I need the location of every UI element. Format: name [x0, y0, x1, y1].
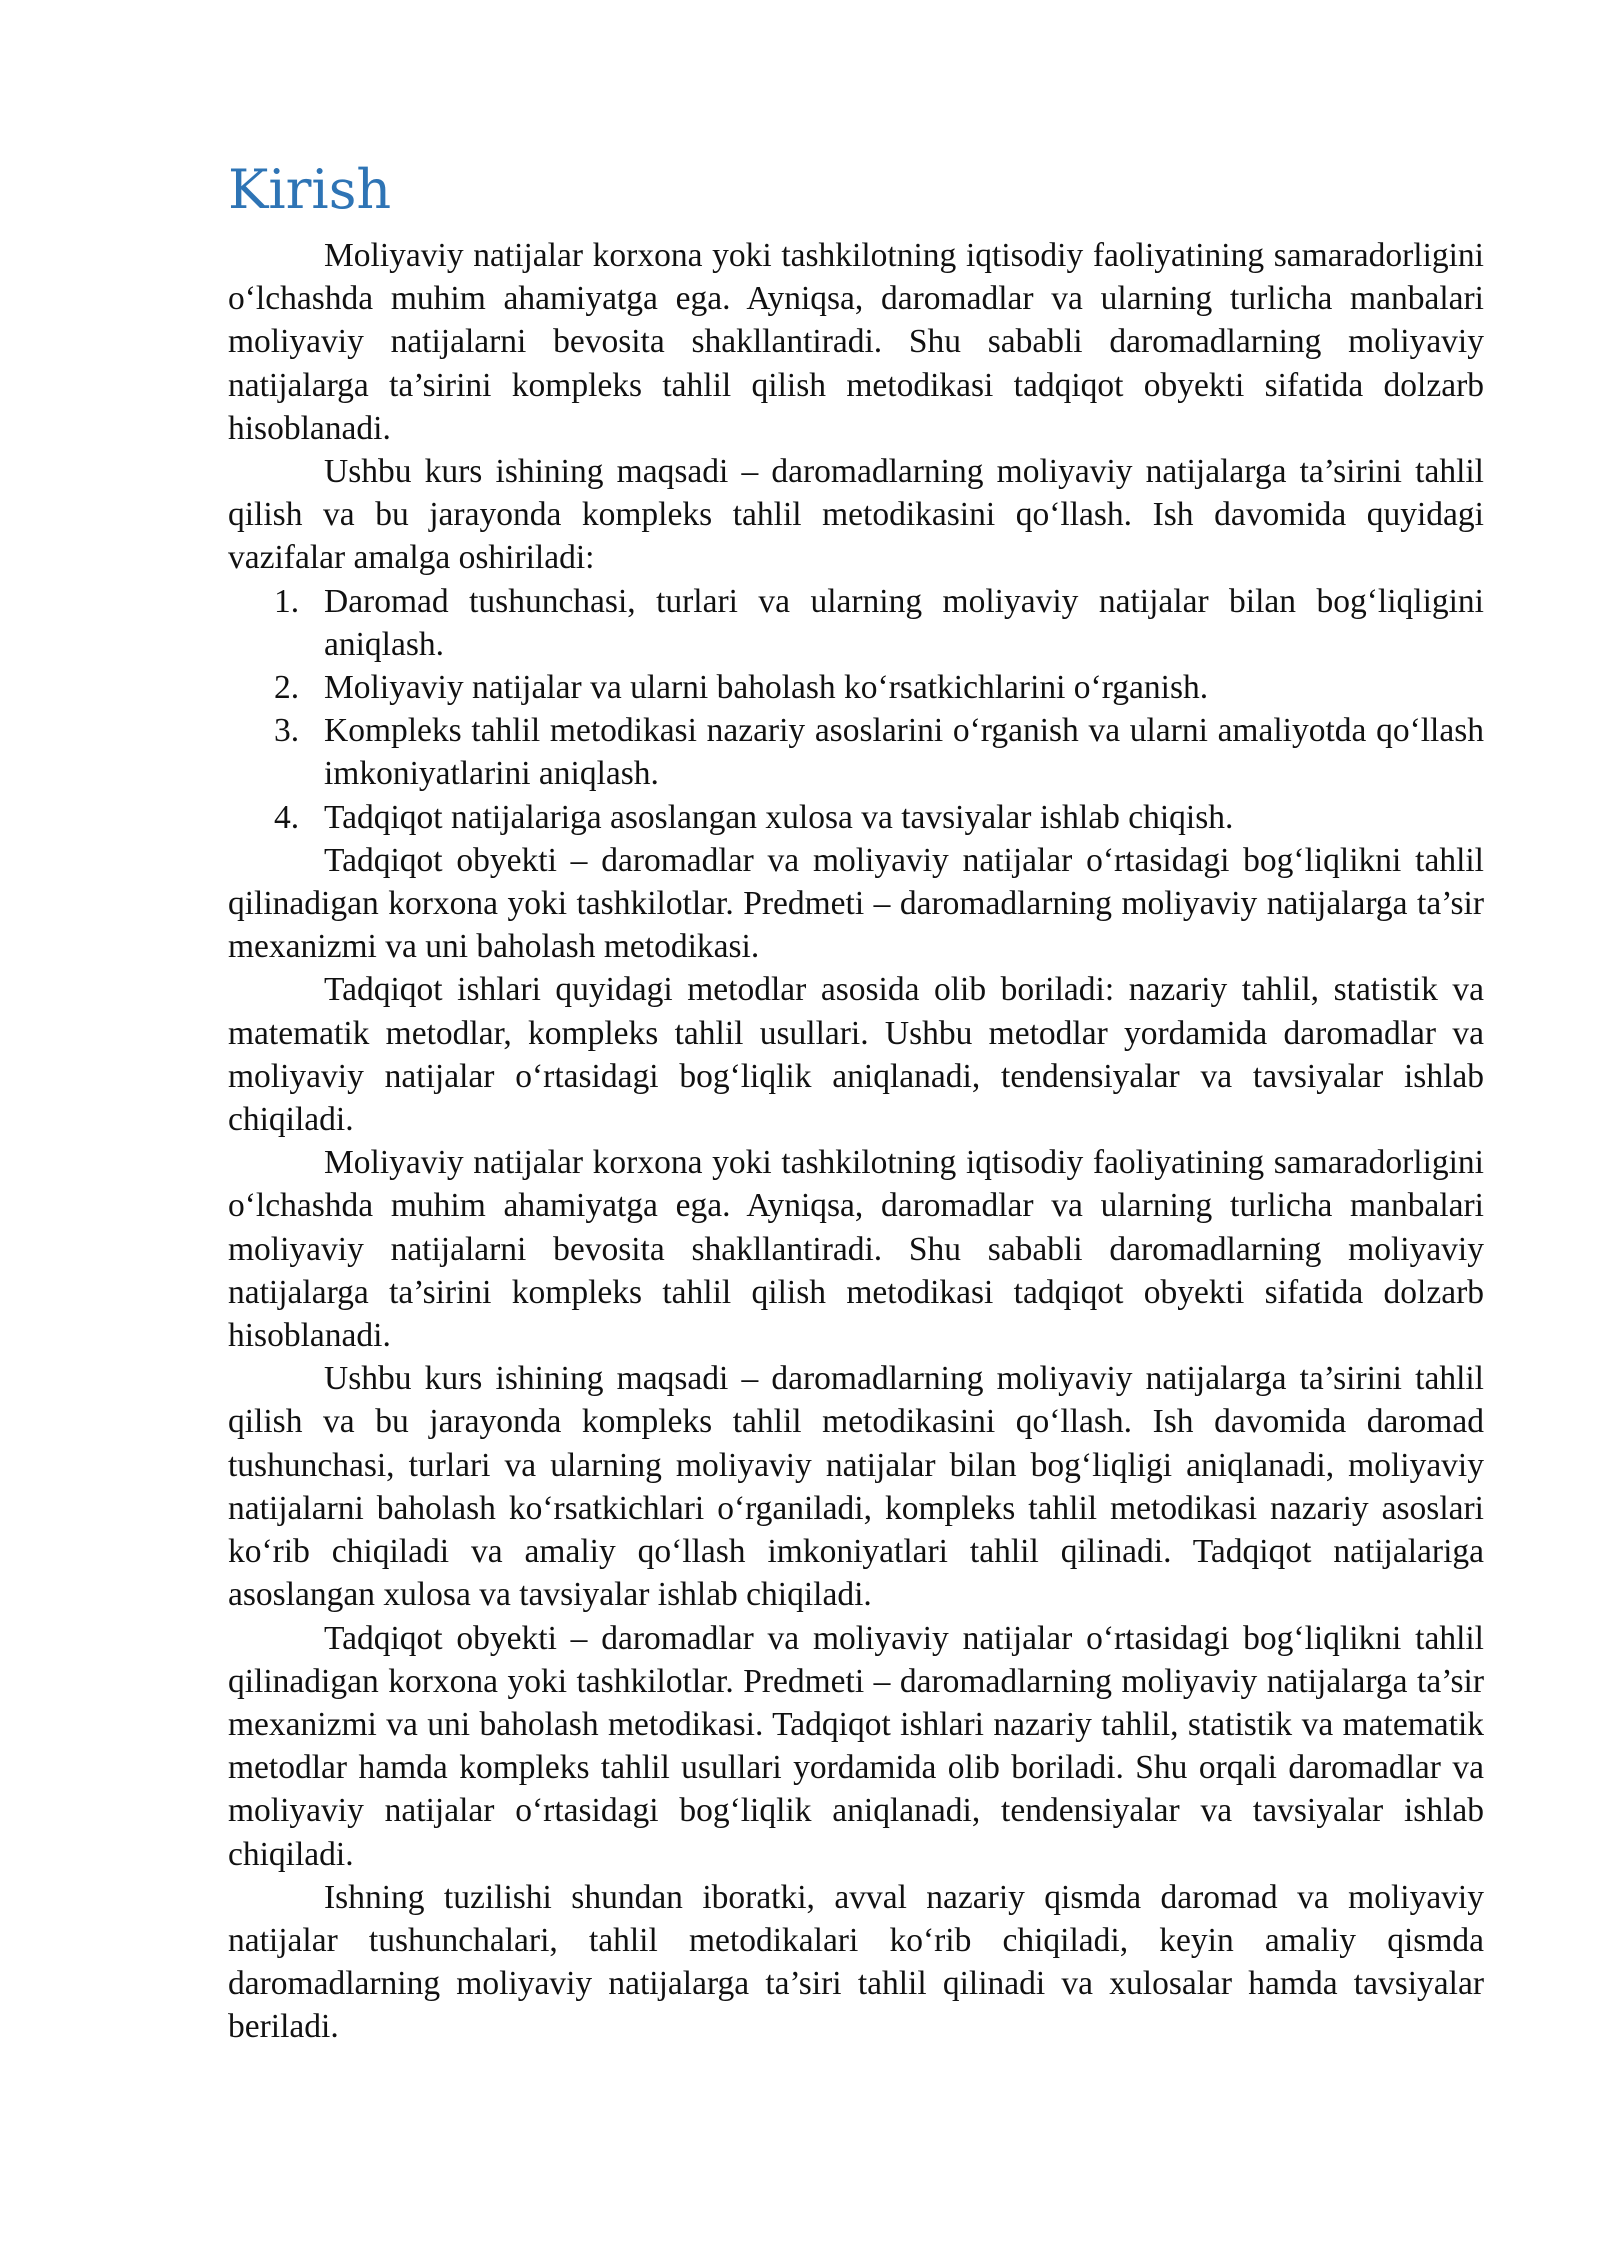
goal-paragraph: Ushbu kurs ishining maqsadi – daromadlarning moliyaviy natijalarga ta’sirini tahlil qilish va bu jarayonda kompleks tahlil metodikasini qo‘llash. Ish davomida quyidagi vazifalar amalga oshiriladi: [228, 453, 1484, 577]
methods-paragraph: Tadqiqot ishlari quyidagi metodlar asosida olib boriladi: nazariy tahlil, statistik va matematik metodlar, kompleks tahlil usullari. Ushbu metodlar yordamida daromadlar va moliyaviy natijalar o‘rtasidagi bog‘liqlik aniqlanadi, tendensiyalar va tavsiyalar ishlab chiqiladi. [228, 971, 1484, 1139]
list-item-text: Tadqiqot natijalariga asoslangan xulosa va tavsiyalar ishlab chiqish. [324, 798, 1234, 836]
list-item [228, 709, 1484, 795]
document-page [228, 150, 1484, 2049]
list-item [228, 796, 1484, 839]
structure-paragraph: Ishning tuzilishi shundan iboratki, avval nazariy qismda daromad va moliyaviy natijalar tushunchalari, tahlil metodikalari ko‘rib chiqiladi, keyin amaliy qismda daromadlarning moliyaviy natijalarga ta’siri tahlil qilinadi va xulosalar hamda tavsiyalar beriladi. [228, 1878, 1484, 2046]
list-item [228, 666, 1484, 709]
list-item-text: Moliyaviy natijalar va ularni baholash ko‘rsatkichlarini o‘rganish. [324, 669, 1209, 707]
task-list [228, 580, 1484, 839]
list-item-number: 2. [274, 669, 300, 707]
object-paragraph: Tadqiqot obyekti – daromadlar va moliyaviy natijalar o‘rtasidagi bog‘liqlikni tahlil qilinadigan korxona yoki tashkilotlar. Predmeti – daromadlarning moliyaviy natijalarga ta’sir mexanizmi va uni baholash metodikasi. [228, 841, 1484, 966]
intro-paragraph-repeat: Moliyaviy natijalar korxona yoki tashkilotning iqtisodiy faoliyatining samaradorligini o‘lchashda muhim ahamiyatga ega. Ayniqsa, daromadlar va ularning turlicha manbalari moliyaviy natijalarni bevosita shakllantiradi. Shu sababli daromadlarning moliyaviy natijalarga ta’sirini kompleks tahlil qilish metodikasi tadqiqot obyekti sifatida dolzarb hisoblanadi. [228, 1144, 1484, 1355]
list-item-number: 1. [274, 582, 300, 620]
list-item-text: Daromad tushunchasi, turlari va ularning moliyaviy natijalar bilan bog‘liqligini aniqlash. [324, 582, 1484, 663]
section-heading: Kirish [228, 158, 392, 221]
intro-paragraph: Moliyaviy natijalar korxona yoki tashkilotning iqtisodiy faoliyatining samaradorligini o‘lchashda muhim ahamiyatga ega. Ayniqsa, daromadlar va ularning turlicha manbalari moliyaviy natijalarni bevosita shakllantiradi. Shu sababli daromadlarning moliyaviy natijalarga ta’sirini kompleks tahlil qilish metodikasi tadqiqot obyekti sifatida dolzarb hisoblanadi. [228, 237, 1484, 447]
goal-paragraph-extended: Ushbu kurs ishining maqsadi – daromadlarning moliyaviy natijalarga ta’sirini tahlil qilish va bu jarayonda kompleks tahlil metodikasini qo‘llash. Ish davomida daromad tushunchasi, turlari va ularning moliyaviy natijalar bilan bog‘liqligi aniqlanadi, moliyaviy natijalarni baholash ko‘rsatkichlari o‘rganiladi, kompleks tahlil metodikasi nazariy asoslari ko‘rib chiqiladi va amaliy qo‘llash imkoniyatlari tahlil qilinadi. Tadqiqot natijalariga asoslangan xulosa va tavsiyalar ishlab chiqiladi. [228, 1360, 1484, 1614]
list-item-number: 3. [274, 712, 300, 750]
list-item-text: Kompleks tahlil metodikasi nazariy asoslarini o‘rganish va ularni amaliyotda qo‘llash imkoniyatlarini aniqlash. [324, 712, 1484, 793]
list-item [228, 580, 1484, 666]
object-paragraph-extended: Tadqiqot obyekti – daromadlar va moliyaviy natijalar o‘rtasidagi bog‘liqlikni tahlil qilinadigan korxona yoki tashkilotlar. Predmeti – daromadlarning moliyaviy natijalarga ta’sir mexanizmi va uni baholash metodikasi. Tadqiqot ishlari nazariy tahlil, statistik va matematik metodlar hamda kompleks tahlil usullari yordamida olib boriladi. Shu orqali daromadlar va moliyaviy natijalar o‘rtasidagi bog‘liqlik aniqlanadi, tendensiyalar va tavsiyalar ishlab chiqiladi. [228, 1619, 1484, 1873]
list-item-number: 4. [274, 798, 300, 836]
